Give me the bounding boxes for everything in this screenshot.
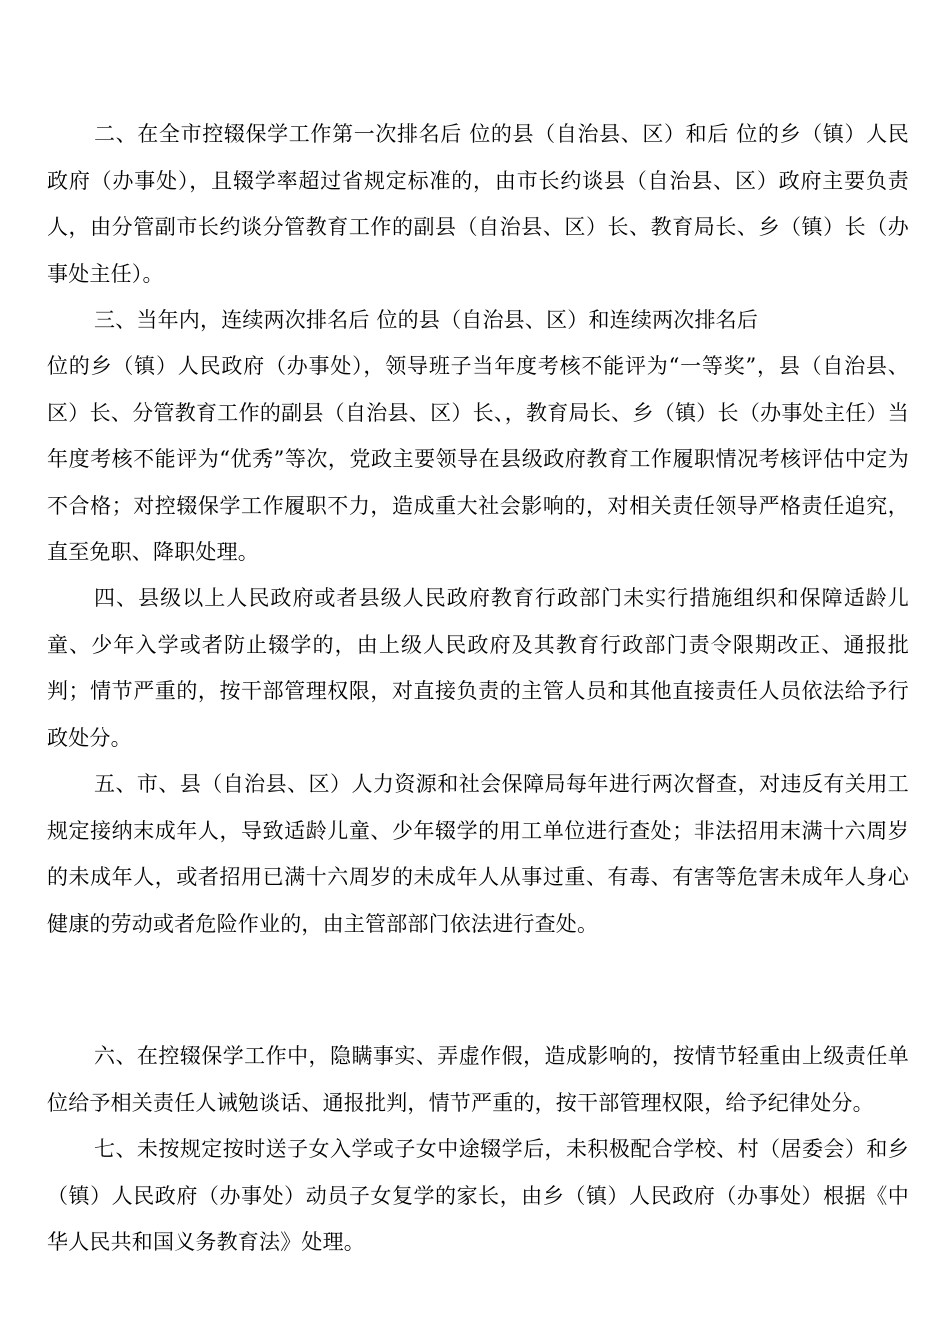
paragraph-4: 四、县级以上人民政府或者县级人民政府教育行政部门未实行措施组织和保障适龄儿童、少年入学或者防止辍学的，由上级人民政府及其教育行政部门责令限期改正、通报批判；情节严重的，按干部管理权限，对直接负责的主管人员和其他直接责任人员依法给予行政处分。 [47, 586, 909, 750]
paragraph-3-continuation: 位的乡（镇）人民政府（办事处），领导班子当年度考核不能评为“一等奖”，县（自治县、区）长、分管教育工作的副县（自治县、区）长、，教育局长、乡（镇）长（办事处主任）当年度考核不能评为“优秀”等次，党政主要领导在县级政府教育工作履职情况考核评估中定为不合格；对控辍保学工作履职不力，造成重大社会影响的，对相关责任领导严格责任追究，直至免职、降职处理。 [47, 354, 909, 564]
paragraph-3-first-line: 三、当年内，连续两次排名后 位的县（自治县、区）和连续两次排名后 [94, 308, 759, 332]
paragraph-2: 二、在全市控辍保学工作第一次排名后 位的县（自治县、区）和后 位的乡（镇）人民政府（办事处），且辍学率超过省规定标准的，由市长约谈县（自治县、区）政府主要负责人，由分管副市长约谈分管教育工作的副县（自治县、区）长、教育局长、乡（镇）长（办事处主任）。 [47, 122, 909, 286]
paragraph-7: 七、未按规定按时送子女入学或子女中途辍学后，未积极配合学校、村（居委会）和乡（镇）人民政府（办事处）动员子女复学的家长，由乡（镇）人民政府（办事处）根据《中华人民共和国义务教育法》处理。 [47, 1137, 909, 1254]
paragraph-5: 五、市、县（自治县、区）人力资源和社会保障局每年进行两次督查，对违反有关用工规定接纳末成年人，导致适龄儿童、少年辍学的用工单位进行查处；非法招用末满十六周岁的未成年人，或者招用已满十六周岁的未成年人从事过重、有毒、有害等危害未成年人身心健康的劳动或者危险作业的，由主管部部门依法进行查处。 [47, 772, 909, 936]
paragraph-6: 六、在控辍保学工作中，隐瞒事实、弄虚作假，造成影响的，按情节轻重由上级责任单位给予相关责任人诫勉谈话、通报批判，情节严重的，按干部管理权限，给予纪律处分。 [47, 1044, 909, 1115]
